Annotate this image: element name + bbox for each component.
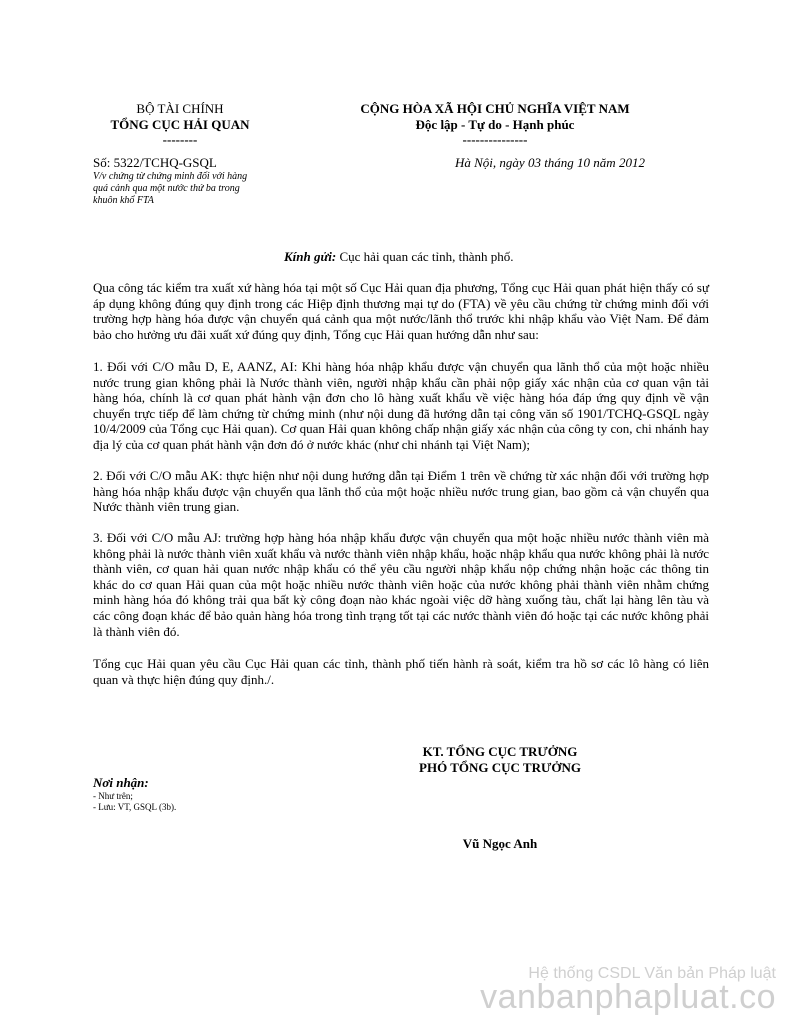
recipients-block [93, 775, 176, 813]
signer-name: Vũ Ngọc Anh [462, 836, 538, 851]
signature-block [380, 744, 620, 776]
place-date: Hà Nội, ngày 03 tháng 10 năm 2012 [455, 155, 645, 170]
header-left-separator: -------- [162, 132, 198, 147]
signature-title-2: PHÓ TỔNG CỤC TRƯỞNG [419, 760, 581, 775]
body-paragraph-closing: Tổng cục Hải quan yêu cầu Cục Hải quan các tỉnh, thành phố tiến hành rà soát, kiểm tra hồ sơ các lô hàng có liên quan và thực hiện đúng quy định./. [93, 656, 709, 687]
document-number: Số: 5322/TCHQ-GSQL [93, 155, 217, 170]
body-paragraph-1: 1. Đối với C/O mẫu D, E, AANZ, AI: Khi hàng hóa nhập khẩu được vận chuyển qua lãnh thổ của một hoặc nhiều nước trung gian không phải là Nước thành viên, người nhập khẩu cần phải nộp giấy xác nhận của cơ quan vận tải hàng hóa, chính là cơ quan phát hành vận đơn cho lô hàng xuất khẩu về việc hàng hóa đáp ứng quy định về vận chuyển trực tiếp để làm chứng từ chứng minh (như nội dung đã hướng dẫn tại công văn số 1901/TCHQ-GSQL ngày 10/4/2009 của Tổng cục Hải quan). Cơ quan Hải quan không chấp nhận giấy xác nhận của công ty con, chi nhánh hay địa lý của cơ quan phát hành vận đơn đó ở nước khác (như chi nhánh tại Việt Nam); [93, 359, 709, 452]
ministry-name: BỘ TÀI CHÍNH [136, 101, 224, 116]
body-paragraph-3: 3. Đối với C/O mẫu AJ: trường hợp hàng hóa nhập khẩu được vận chuyển qua một hoặc nhiều nước thành viên mà không phải là nước thành viên xuất khẩu và nước thành viên nhập khẩu, hoặc nhập khẩu qua nước không phải là nước thành viên, cơ quan hải quan nước nhập khẩu có thể yêu cầu người nhập khẩu nộp chứng nhận hoặc các thông tin khác do cơ quan Hải quan của một hoặc nhiều nước thành viên hoặc của nước không phải thành viên nhằm chứng minh hàng hóa đó không trải qua bất kỳ công đoạn nào khác ngoài việc dỡ hàng xuống tàu, chất lại hàng lên tàu và các công đoạn khác để bảo quản hàng hóa trong tình trạng tốt tại các nước thành viên đó hoặc tại các nước không phải là thành viên đó. [93, 530, 709, 639]
recipient-label: Kính gửi: [284, 249, 337, 264]
recipients-label: Nơi nhận: [93, 775, 149, 790]
recipient-line [284, 249, 514, 265]
country-name: CỘNG HÒA XÃ HỘI CHỦ NGHĨA VIỆT NAM [360, 101, 630, 116]
signature-title-1: KT. TỔNG CỤC TRƯỞNG [422, 744, 578, 759]
watermark-line-1: Hệ thống CSDL Văn bản Pháp luật [528, 965, 776, 982]
issuing-authority [90, 101, 270, 147]
national-motto: Độc lập - Tự do - Hạnh phúc [415, 117, 575, 132]
recipients-item: - Lưu: VT, GSQL (3b). [93, 802, 177, 812]
national-header [300, 101, 690, 147]
header-right-separator: --------------- [462, 132, 528, 147]
document-subject: V/v chứng từ chứng minh đối với hàng quá cảnh qua một nước thứ ba trong khuôn khổ FTA [93, 171, 248, 206]
watermark-line-2: vanbanphapluat.co [480, 978, 776, 1016]
recipient-text: Cục hải quan các tỉnh, thành phố. [336, 249, 514, 264]
body-paragraph-2: 2. Đối với C/O mẫu AK: thực hiện như nội dung hướng dẫn tại Điểm 1 trên về chứng từ xác nhận đối với trường hợp hàng hóa nhập khẩu được vận chuyển qua lãnh thổ của một hoặc nhiều nước trung gian, bao gồm cả vận chuyển qua Nước thành viên trung gian. [93, 468, 709, 515]
body-paragraph-intro: Qua công tác kiểm tra xuất xứ hàng hóa tại một số Cục Hải quan địa phương, Tổng cục Hải quan phát hiện thấy có sự áp dụng không đúng quy định trong các Hiệp định thương mại tự do (FTA) về yêu cầu chứng từ chứng minh đối với trường hợp hàng hóa được vận chuyển quá cảnh qua một nước/lãnh thổ trước khi nhập khẩu vào Việt Nam. Để đảm bảo cho hưởng ưu đãi xuất xứ đúng quy định, Tổng cục Hải quan hướng dẫn như sau: [93, 280, 709, 342]
department-name: TỔNG CỤC HẢI QUAN [110, 117, 250, 132]
recipients-item: - Như trên; [93, 791, 133, 801]
